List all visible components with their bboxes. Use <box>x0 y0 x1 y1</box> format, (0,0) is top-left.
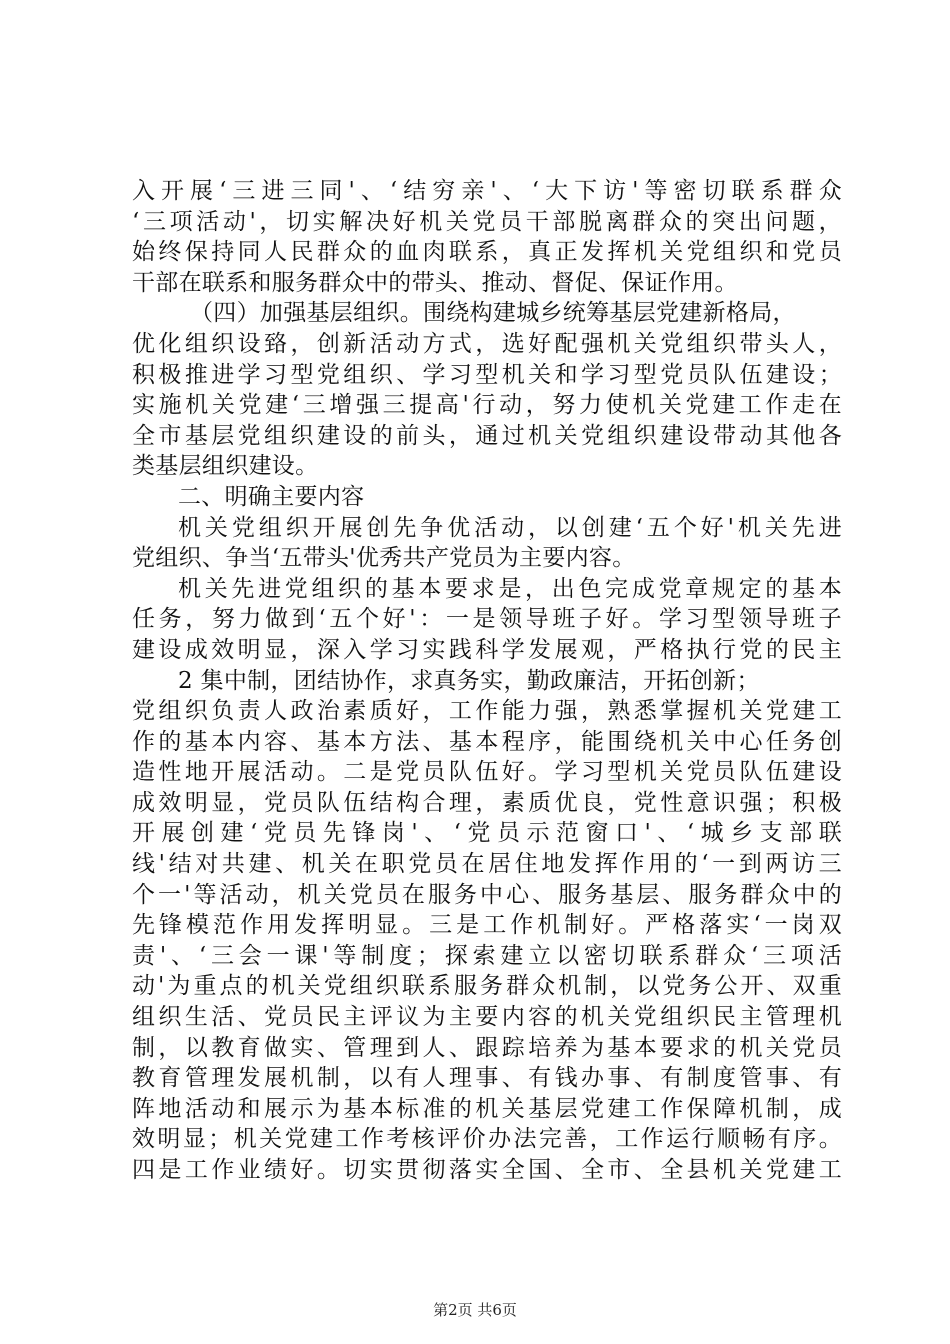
page-number: 第2页 共6页 <box>433 1301 517 1319</box>
text-line: 机关党组织开展创先争优活动，以创建‘五个好'机关先进 <box>178 514 842 541</box>
text-line: 党组织负责人政治素质好，工作能力强，熟悉掌握机关党建工 <box>132 698 842 725</box>
text-line: 个一'等活动，机关党员在服务中心、服务基层、服务群众中的 <box>132 881 842 908</box>
text-line: 责'、‘三会一课'等制度；探索建立以密切联系群众‘三项活 <box>132 942 842 969</box>
text-line: 干部在联系和服务群众中的带头、推动、督促、保证作用。 <box>132 269 738 296</box>
text-line: 制，以教育做实、管理到人、跟踪培养为基本要求的机关党员 <box>132 1034 842 1061</box>
text-line: 作的基本内容、基本方法、基本程序，能围绕机关中心任务创 <box>132 728 842 755</box>
text-line: 效明显；机关党建工作考核评价办法完善，工作运行顺畅有序。 <box>132 1126 842 1153</box>
text-line: 党组织、争当‘五带头'优秀共产党员为主要内容。 <box>132 545 636 572</box>
text-line: 建设成效明显，深入学习实践科学发展观，严格执行党的民主 <box>132 636 842 663</box>
text-line: 类基层组织建设。 <box>132 453 319 480</box>
text-line: 动'为重点的机关党组织联系服务群众机制，以党务公开、双重 <box>132 973 842 1000</box>
text-line: ‘三项活动'，切实解决好机关党员干部脱离群众的突出问题， <box>132 208 842 235</box>
text-line: 线'结对共建、机关在职党员在居住地发挥作用的‘一到两访三 <box>132 851 842 878</box>
text-line: 入开展‘三进三同'、‘结穷亲'、‘大下访'等密切联系群众 <box>132 178 842 204</box>
body-text <box>132 176 842 1186</box>
section-heading: 二、明确主要内容 <box>178 483 365 510</box>
text-line: 阵地活动和展示为基本标准的机关基层党建工作保障机制，成 <box>132 1095 842 1122</box>
text-line: 机关先进党组织的基本要求是，出色完成党章规定的基本 <box>178 575 842 602</box>
text-line: 组织生活、党员民主评议为主要内容的机关党组织民主管理机 <box>132 1004 842 1031</box>
text-line: 全市基层党组织建设的前头，通过机关党组织建设带动其他各 <box>132 422 842 449</box>
text-line: 始终保持同人民群众的血肉联系，真正发挥机关党组织和党员 <box>132 239 842 266</box>
text-line: 实施机关党建‘三增强三提高'行动，努力使机关党建工作走在 <box>132 392 842 419</box>
text-line: 任务，努力做到‘五个好'：一是领导班子好。学习型领导班子 <box>132 606 842 633</box>
text-line: 四是工作业绩好。切实贯彻落实全国、全市、全县机关党建工 <box>132 1157 842 1183</box>
text-line: （四）加强基层组织。围绕构建城乡统筹基层党建新格局， <box>190 300 796 327</box>
text-line: 积极推进学习型党组织、学习型机关和学习型党员队伍建设； <box>132 361 842 388</box>
text-line: 开展创建‘党员先锋岗'、‘党员示范窗口'、‘城乡支部联 <box>132 820 842 847</box>
text-line: 教育管理发展机制，以有人理事、有钱办事、有制度管事、有 <box>132 1065 842 1092</box>
text-line: 2 集中制，团结协作，求真务实，勤政廉洁，开拓创新； <box>178 667 760 694</box>
text-line: 优化组织设臵，创新活动方式，选好配强机关党组织带头人， <box>132 330 842 357</box>
text-line: 造性地开展活动。二是党员队伍好。学习型机关党员队伍建设 <box>132 759 842 786</box>
text-line: 先锋模范作用发挥明显。三是工作机制好。严格落实‘一岗双 <box>132 912 842 939</box>
text-line: 成效明显，党员队伍结构合理，素质优良，党性意识强；积极 <box>132 789 842 816</box>
